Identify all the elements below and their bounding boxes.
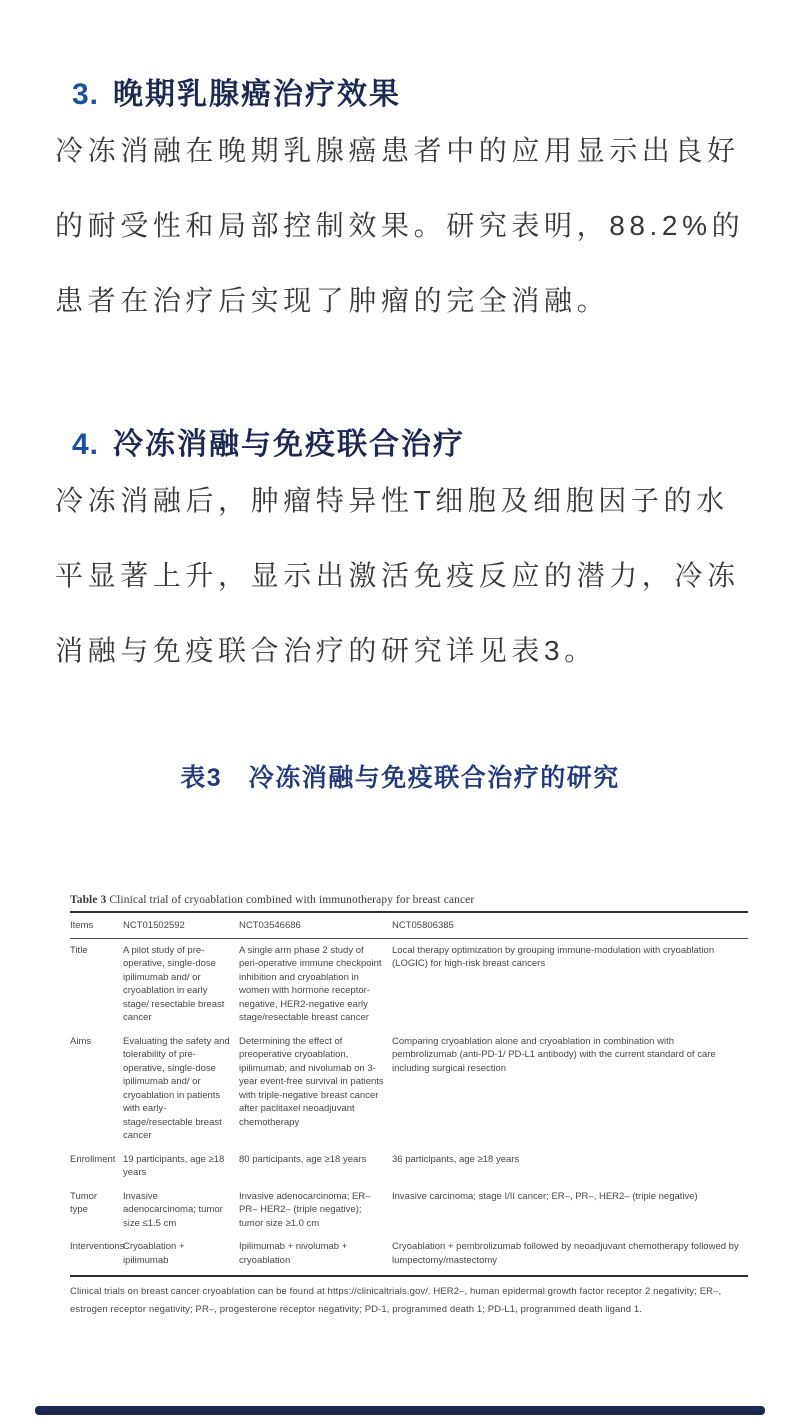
row-label: Interventions: [70, 1235, 123, 1276]
section-4-title: 冷冻消融与免疫联合治疗: [113, 427, 466, 461]
table-cell: A single arm phase 2 study of peri-operative immune checkpoint inhibition and cryoablation in women with hormone receptor-negative, HER2-negative early stage/resectable breast cancer: [239, 944, 382, 1023]
section-3-number: 3.: [72, 77, 100, 111]
table-cell: Ipilimumab + nivolumab + cryoablation: [239, 1235, 392, 1276]
table-header-row: [70, 912, 748, 938]
table-cell: 80 participants, age ≥18 years: [239, 1153, 367, 1165]
table-cell: Evaluating the safety and tolerability of pre-operative, single-dose ipilimumab and/ or cryoablation in patients with early-stage/resectable breast cancer: [123, 1035, 230, 1141]
table-caption-label: Table 3: [70, 894, 107, 906]
table-cell: Determining the effect of preoperative cryoablation, ipilimumab, and nivolumab on 3-year event-free survival in patients with triple-negative breast cancer after paclitaxel neoadjuvant chemotherapy: [239, 1035, 384, 1128]
table-row: [70, 1235, 748, 1276]
footer-divider-bar: [35, 1406, 765, 1415]
table-cell: Cryoablation + pembrolizumab followed by neoadjuvant chemotherapy followed by lumpectomy/mastectomy: [392, 1235, 748, 1276]
column-header: NCT01502592: [123, 912, 239, 938]
row-label: Tumor type: [70, 1190, 98, 1215]
table-cell: 19 participants, age ≥18 years: [123, 1153, 225, 1178]
paragraph-line: 平显著上升，显示出激活免疫反应的潜力，冷冻: [55, 560, 740, 591]
section-4-number: 4.: [72, 427, 100, 461]
table-cell: Comparing cryoablation alone and cryoablation in combination with pembrolizumab (anti-PD-1/ PD-L1 antibody) with the current standard of care including surgical resection: [392, 1035, 716, 1074]
table-cell: Invasive carcinoma; stage I/II cancer; ER–, PR–, HER2– (triple negative): [392, 1190, 698, 1202]
row-label: Enrollment: [70, 1153, 116, 1165]
table-cell: Invasive adenocarcinoma; tumor size ≤1.5 cm: [123, 1190, 223, 1229]
table-caption-text: Clinical trial of cryoablation combined with immunotherapy for breast cancer: [106, 894, 475, 906]
table-caption: [70, 893, 748, 907]
paragraph-line: 冷冻消融在晚期乳腺癌患者中的应用显示出良好: [55, 135, 740, 166]
column-header: Items: [70, 912, 123, 938]
section-4-heading: [72, 423, 752, 467]
table-cell: Local therapy optimization by grouping immune-modulation with cryoablation (LOGIC) for high-risk breast cancers: [392, 944, 715, 969]
table-row: [70, 1185, 748, 1236]
row-label: Title: [70, 944, 88, 956]
section-3-heading: [72, 73, 752, 117]
row-label: Aims: [70, 1035, 92, 1047]
clinical-trials-table: [70, 911, 748, 1277]
paragraph-line: 的耐受性和局部控制效果。研究表明，88.2%的: [55, 210, 745, 241]
table-row: [70, 1148, 748, 1185]
table-cell: Invasive adenocarcinoma; ER– PR– HER2– (triple negative); tumor size ≥1.0 cm: [239, 1190, 371, 1229]
table-cell: A pilot study of pre-operative, single-dose ipilimumab and/ or cryoablation in early stage/ resectable breast cancer: [123, 944, 225, 1023]
column-header: NCT05806385: [392, 912, 748, 938]
section-4-paragraph: [55, 463, 749, 688]
table-3-heading: 表3 冷冻消融与免疫联合治疗的研究: [180, 764, 620, 792]
table-footnote: Clinical trials on breast cancer cryoablation can be found at https://clinicaltrials.gov/. HER2–, human epidermal growth factor receptor 2 negativity; ER–, estrogen receptor negativity; PR–, progesterone receptor negativity; PD-1, programmed death 1; PD-L1, programmed death ligand 1.: [70, 1286, 722, 1315]
table-row: [70, 938, 748, 1030]
section-3-title: 晚期乳腺癌治疗效果: [113, 77, 402, 111]
table-cell: Cryoablation + ipilimumab: [123, 1235, 239, 1276]
paragraph-line: 患者在治疗后实现了肿瘤的完全消融。: [55, 285, 610, 316]
table-row: [70, 1030, 748, 1148]
table-cell: 36 participants, age ≥18 years: [392, 1153, 520, 1165]
section-3-paragraph: [55, 113, 749, 338]
column-header: NCT03546686: [239, 912, 392, 938]
paragraph-line: 冷冻消融后，肿瘤特异性T细胞及细胞因子的水: [55, 485, 729, 516]
paragraph-line: 消融与免疫联合治疗的研究详见表3。: [55, 635, 597, 666]
table-3-scan: [70, 893, 748, 1318]
